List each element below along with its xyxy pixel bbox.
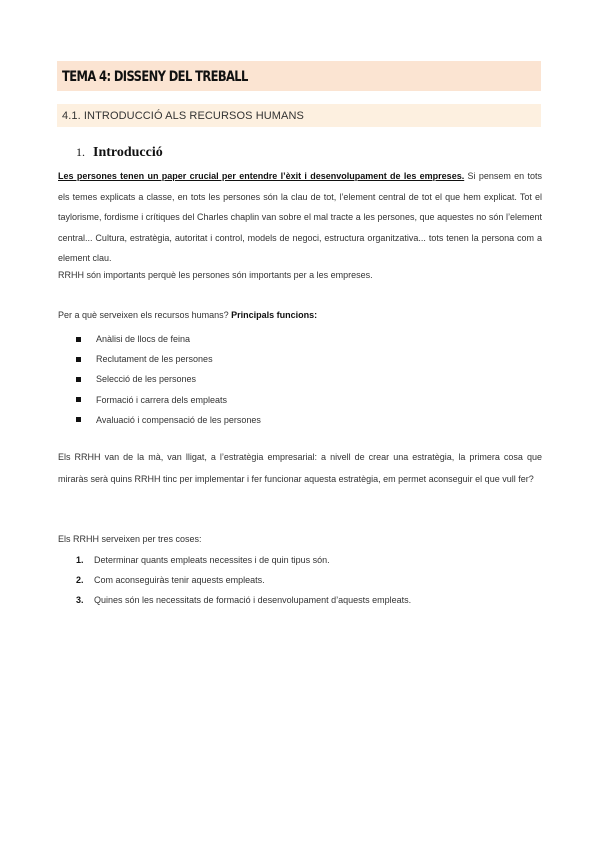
- strategy-paragraph: Els RRHH van de la mà, van lligat, a l’estratègia empresarial: a nivell de crear una estratègia, la primera cosa que miraràs serà quins RRHH tinc per implementar i fer funcionar aquesta estratègia, em permet aconseguir el que vull fer?: [58, 452, 542, 484]
- numbered-item: [76, 590, 411, 610]
- intro-closing: RRHH són importants perquè les persones són importants per a les empreses.: [58, 270, 373, 280]
- topic-header: [57, 61, 541, 91]
- list-item-text: Anàlisi de llocs de feina: [96, 334, 191, 345]
- list-item-text: Reclutament de les persones: [96, 354, 213, 365]
- item-text: Determinar quants empleats necessites i de quin tipus són.: [94, 555, 330, 566]
- uses-intro: Els RRHH serveixen per tres coses:: [58, 534, 202, 544]
- list-item: [72, 390, 261, 410]
- numbered-item: [76, 570, 411, 590]
- functions-question: [58, 309, 542, 321]
- item-number: 2.: [76, 575, 84, 586]
- functions-list: [72, 329, 261, 430]
- list-item-text: Avaluació i compensació de les persones: [96, 414, 261, 425]
- list-item: [72, 410, 261, 430]
- numbered-item: [76, 550, 411, 570]
- item-number: 1.: [76, 555, 84, 566]
- list-item: [72, 369, 261, 389]
- uses-list: [76, 550, 411, 611]
- intro-paragraph: [58, 166, 542, 269]
- item-text: Quines són les necessitats de formació i desenvolupament d’aquests empleats.: [94, 595, 412, 606]
- item-text: Com aconseguiràs tenir aquests empleats.: [94, 575, 265, 586]
- topic-title: TEMA 4: DISSENY DEL TREBALL: [62, 67, 248, 85]
- list-item-text: Formació i carrera dels empleats: [96, 394, 228, 405]
- section-header: [57, 104, 541, 127]
- bullet-square-icon: [76, 397, 81, 402]
- bullet-square-icon: [76, 417, 81, 422]
- intro-lead-sentence: Les persones tenen un paper crucial per entendre l’èxit i desenvolupament de les empreses.: [58, 171, 465, 181]
- section-title: 4.1. INTRODUCCIÓ ALS RECURSOS HUMANS: [62, 109, 304, 122]
- functions-question-text: Per a què serveixen els recursos humans?: [58, 310, 232, 320]
- list-item-text: Selecció de les persones: [96, 374, 197, 385]
- intro-heading-text: Introducció: [93, 145, 163, 160]
- list-item: [72, 349, 261, 369]
- item-number: 3.: [76, 595, 84, 606]
- bullet-square-icon: [76, 357, 81, 362]
- bullet-square-icon: [76, 337, 81, 342]
- functions-question-bold: Principals funcions:: [231, 310, 318, 320]
- intro-heading-number: 1.: [76, 145, 85, 159]
- list-item: [72, 329, 261, 349]
- intro-body: Si pensem en tots els temes explicats a classe, en tots les persones són la clau de tot, l’element central de tot el que hem explicat. Tot el taylorisme, fordisme i crítiques del Charles chaplin van sobre el mal tracte a les persones, que aquestes no són l’element central... Cultura, estratègia, autoritat i control, models de negoci, estructura organitzativa... tots tenen la persona com a element clau.: [58, 171, 542, 263]
- intro-heading: [76, 145, 163, 161]
- bullet-square-icon: [76, 377, 81, 382]
